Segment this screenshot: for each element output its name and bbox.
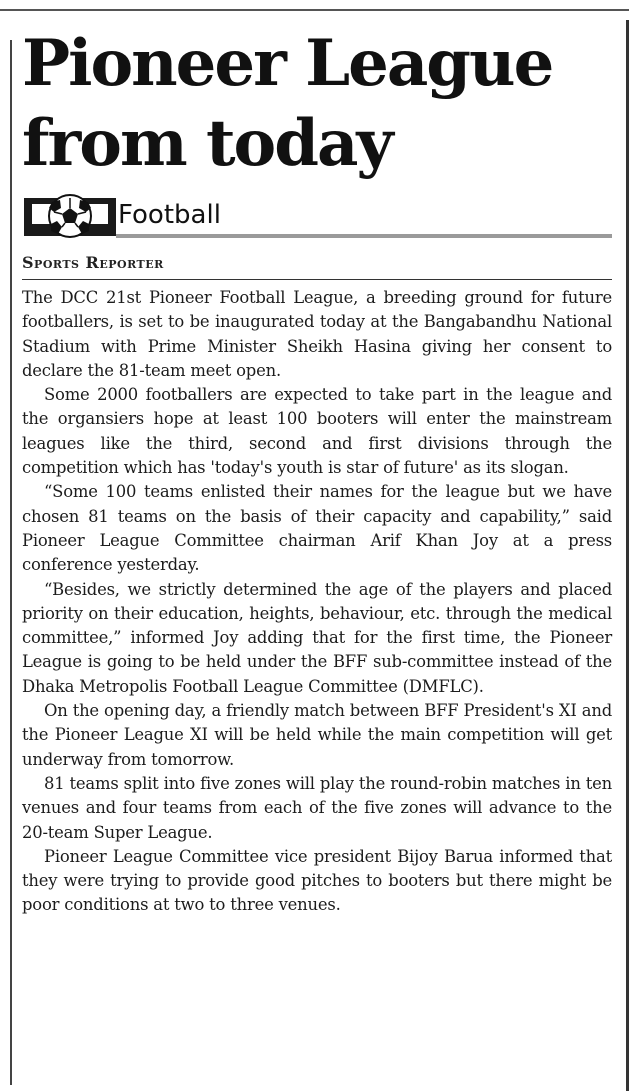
top-border-rule (0, 9, 629, 11)
paragraph-2: Some 2000 footballers are expected to take part in the league and the organsiers hope at least 100 booters will enter the mainstream leagues like the third, second and first divisions through the competition which has 'today's youth is star of future' as its slogan. (22, 385, 612, 478)
kicker-underline (116, 234, 612, 238)
football-icon (24, 194, 116, 238)
paragraph-5: On the opening day, a friendly match between BFF President's XI and the Pioneer League XI will be held while the main competition will get underway from tomorrow. (22, 701, 612, 769)
paragraph-7: Pioneer League Committee vice president Bijoy Barua informed that they were trying to provide good pitches to booters but there might be poor conditions at two to three venues. (22, 846, 612, 915)
paragraph-1: The DCC 21st Pioneer Football League, a breeding ground for future footballers, is set to be inaugurated today at the Bangabandhu National Stadium with Prime Minister Sheikh Hasina giving her consent to declare the 81-team meet open. (22, 288, 612, 380)
section-kicker (22, 198, 612, 238)
left-column-rule (10, 40, 12, 1085)
byline-divider (22, 279, 612, 280)
paragraph-4: “Besides, we strictly determined the age of the players and placed priority on their education, heights, behaviour, etc. through the medical committee,” informed Joy adding that for the first time, the Pioneer League is going to be held under the BFF sub-committee instead of the Dhaka Metropolis Football League Committee (DMFLC). (22, 579, 612, 696)
headline-line-1: Pioneer League (22, 26, 553, 101)
article-body (22, 286, 612, 918)
paragraph-6: 81 teams split into five zones will play the round-robin matches in ten venues and four teams from each of the five zones will advance to the 20-team Super League. (22, 773, 612, 842)
paragraph-3: “Some 100 teams enlisted their names for the league but we have chosen 81 teams on the basis of their capacity and capability,” said Pioneer League Committee chairman Arif Khan Joy at a press conference yesterday. (22, 482, 612, 575)
kicker-label: Football (118, 200, 221, 230)
news-article (22, 24, 612, 918)
headline-line-2: from today (22, 106, 392, 181)
byline: Sports Reporter (22, 253, 164, 272)
headline (22, 24, 612, 184)
